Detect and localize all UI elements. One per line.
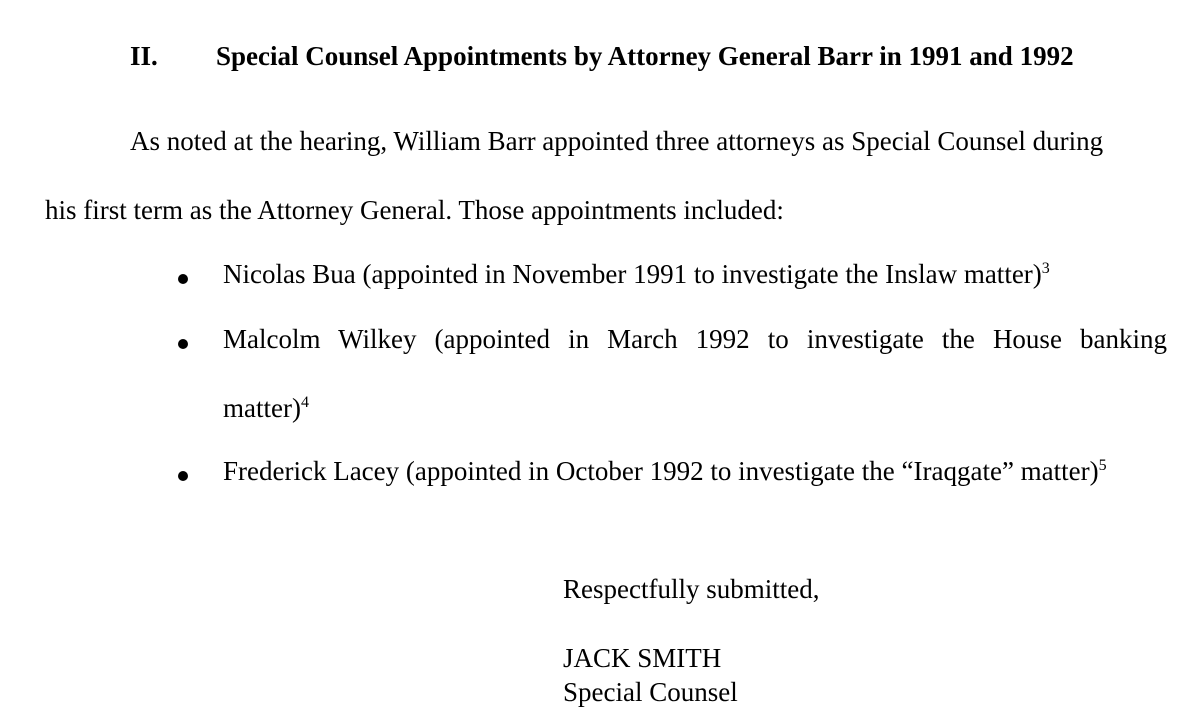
valediction: Respectfully submitted, — [563, 574, 820, 604]
bullet-icon — [178, 471, 188, 481]
list-item-continuation — [223, 393, 309, 424]
list-item — [223, 456, 1107, 487]
list-item — [223, 259, 1050, 290]
signer-name: JACK SMITH — [563, 643, 722, 673]
signer-title: Special Counsel — [563, 677, 738, 707]
paragraph-line-1: As noted at the hearing, William Barr appointed three attorneys as Special Counsel during — [130, 126, 1104, 156]
bullet-icon — [178, 274, 188, 284]
section-heading — [130, 41, 1074, 72]
paragraph-line-2: his first term as the Attorney General. Those appointments included: — [45, 195, 784, 225]
footnote-marker: 5 — [1098, 457, 1107, 474]
appointment-text: matter) — [223, 393, 301, 423]
section-numeral: II. — [130, 41, 158, 71]
appointment-text: Frederick Lacey (appointed in October 1992 to investigate the “Iraqgate” matter) — [223, 456, 1099, 486]
footnote-marker: 4 — [300, 394, 309, 411]
appointment-text: Nicolas Bua (appointed in November 1991 to investigate the Inslaw matter) — [223, 259, 1042, 289]
footnote-marker: 3 — [1041, 260, 1050, 277]
section-title: Special Counsel Appointments by Attorney General Barr in 1991 and 1992 — [216, 41, 1074, 71]
bullet-icon — [178, 339, 188, 349]
list-item: Malcolm Wilkey (appointed in March 1992 to investigate the House banking — [223, 324, 1167, 354]
